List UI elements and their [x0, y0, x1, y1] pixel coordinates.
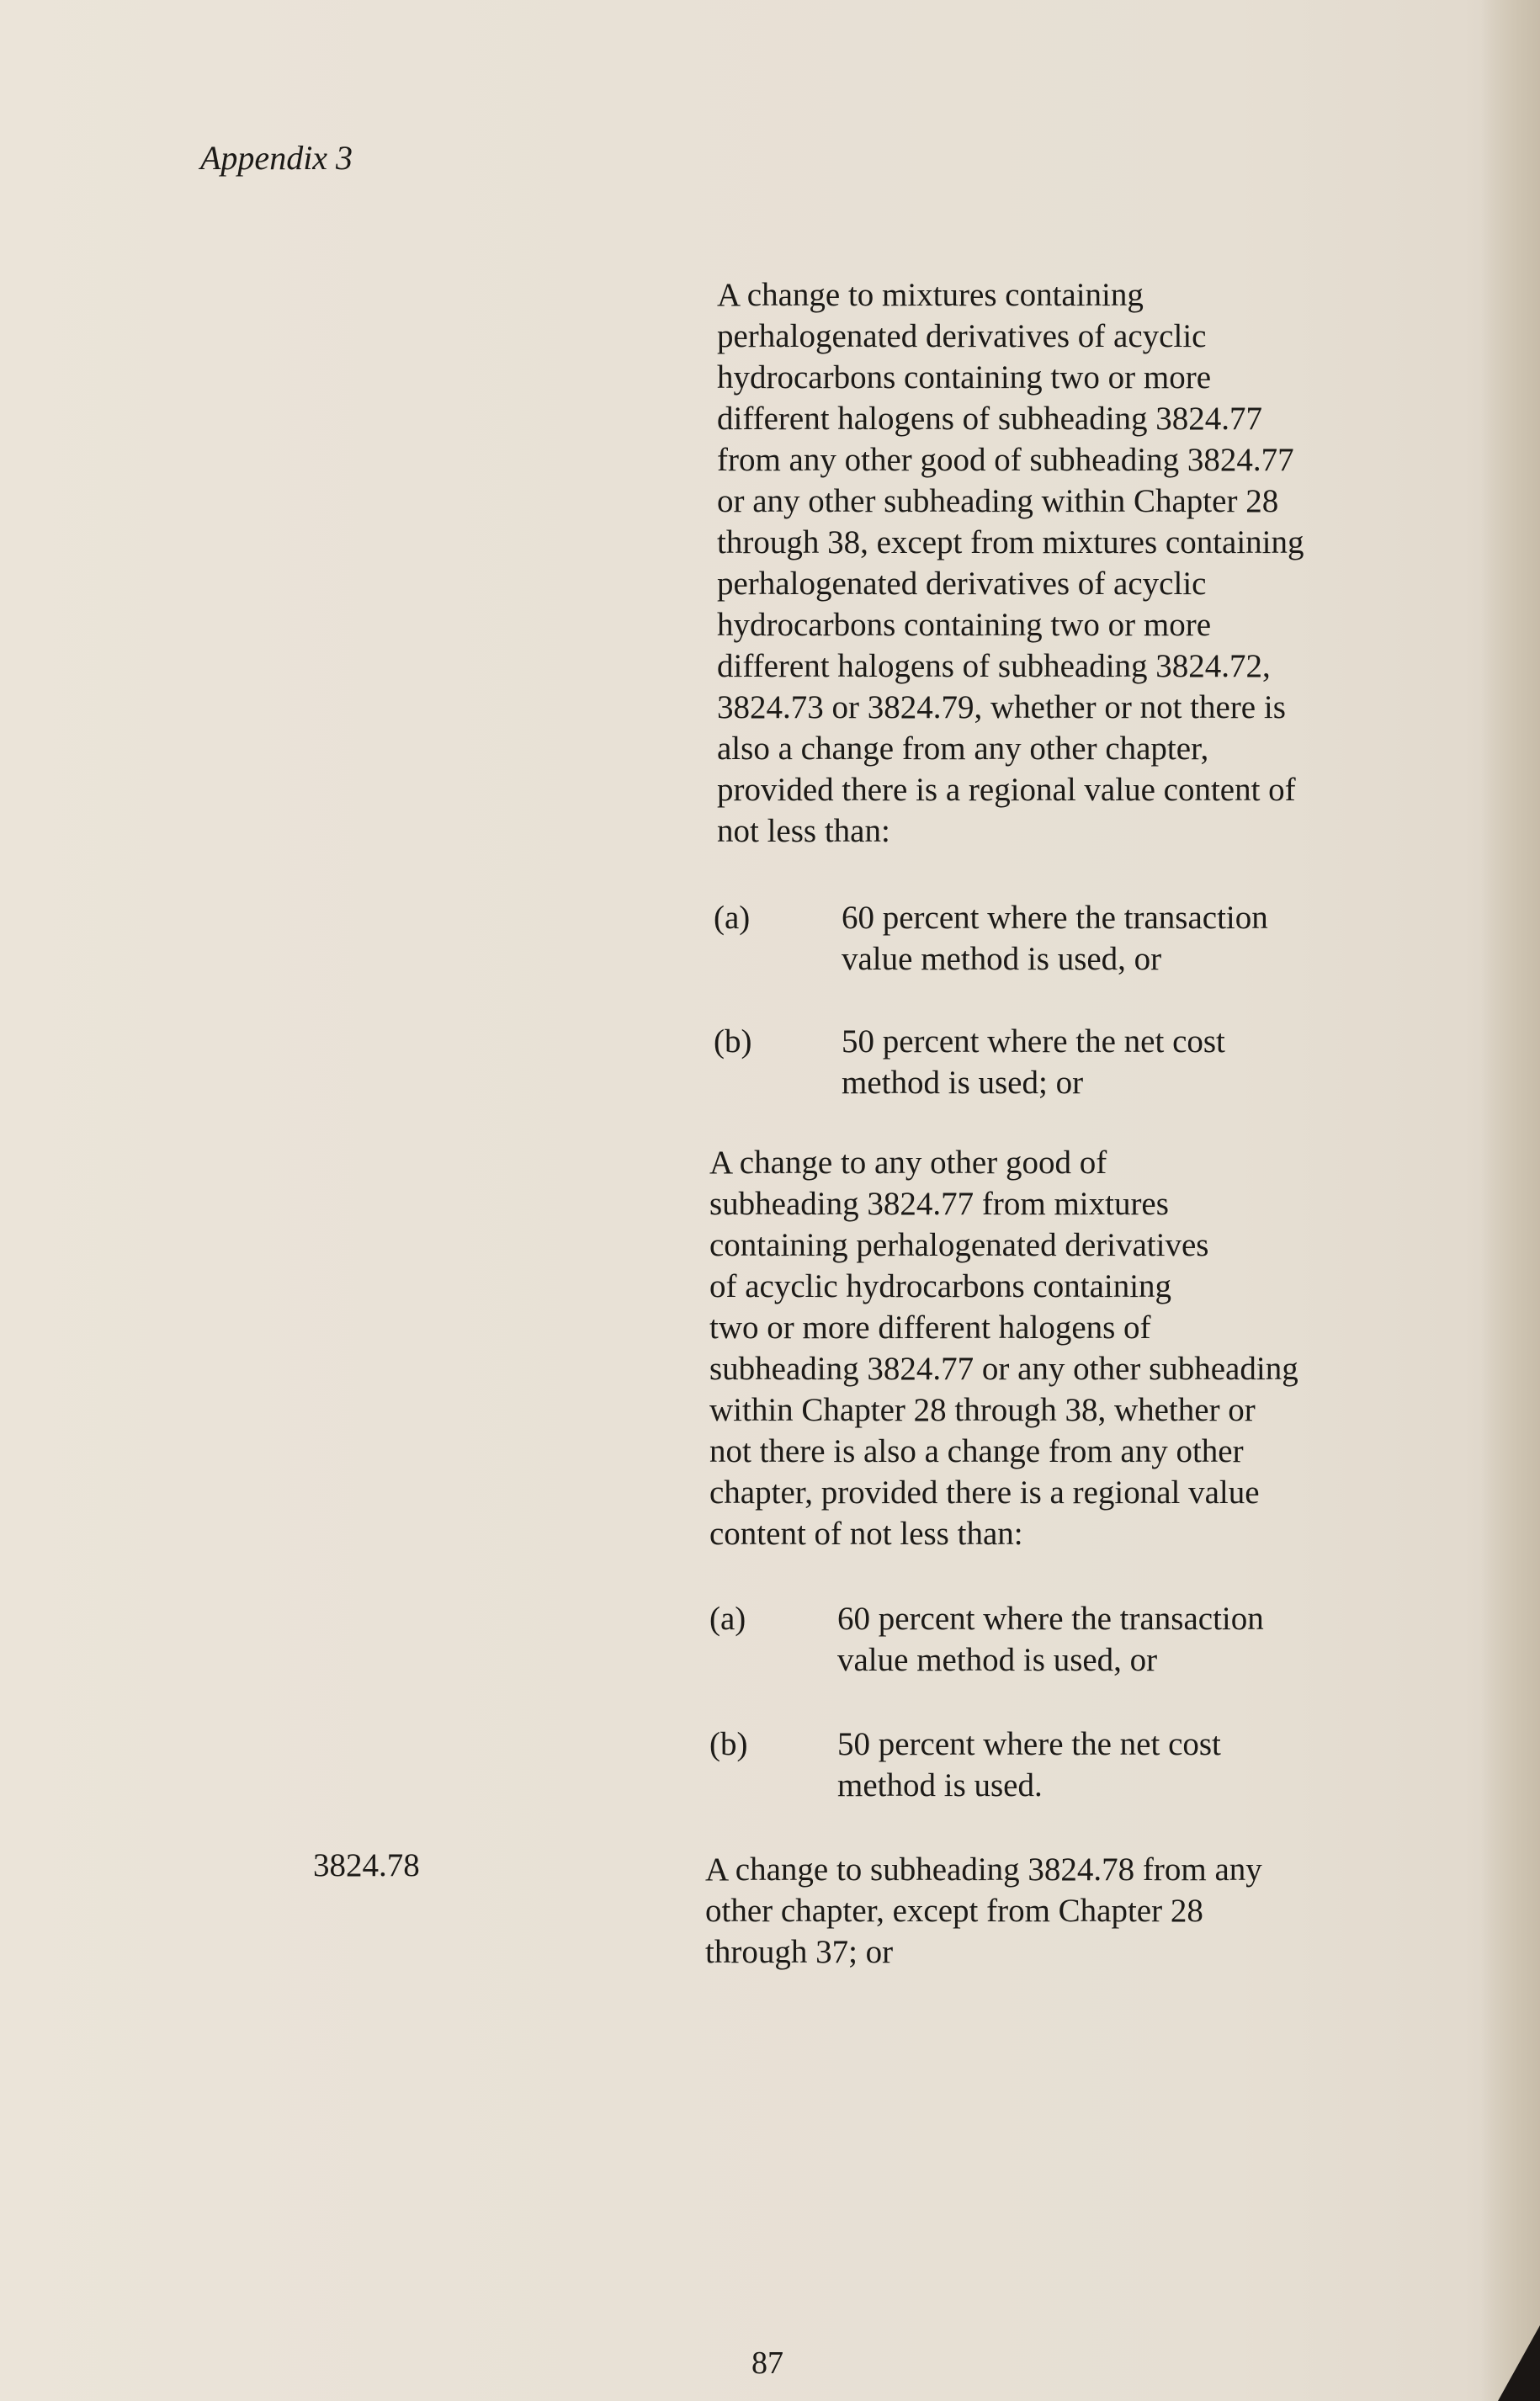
- rule-2-line: chapter, provided there is a regional value: [709, 1474, 1260, 1511]
- rule-1-item-a: [714, 897, 1387, 981]
- item-a-text: [837, 1598, 1309, 1681]
- item-a-label: (a): [709, 1601, 746, 1637]
- rule-1-line: through 38, except from mixtures containing: [717, 524, 1304, 560]
- item-a-line: 60 percent where the transaction: [842, 900, 1268, 936]
- rule-1-line: hydrocarbons containing two or more: [717, 607, 1212, 643]
- rule-3-text: [705, 1849, 1370, 1973]
- rule-1-line: A change to mixtures containing: [717, 277, 1144, 313]
- item-b-line: 50 percent where the net cost: [842, 1023, 1225, 1060]
- item-b-line: method is used.: [837, 1767, 1043, 1803]
- rule-1-line: 3824.73 or 3824.79, whether or not there is: [717, 689, 1286, 725]
- rule-1-line: from any other good of subheading 3824.77: [717, 442, 1294, 478]
- subheading-code: 3824.78: [313, 1847, 420, 1883]
- rule-2-line: of acyclic hydrocarbons containing: [709, 1268, 1172, 1304]
- item-b-text: [837, 1724, 1309, 1806]
- rule-3-line: through 37; or: [705, 1934, 894, 1970]
- item-b-label: (b): [714, 1023, 752, 1060]
- page-number: 87: [751, 2345, 783, 2381]
- running-head: Appendix 3: [200, 139, 353, 177]
- rule-1-line: also a change from any other chapter,: [717, 730, 1209, 767]
- rule-3-line: other chapter, except from Chapter 28: [705, 1893, 1203, 1929]
- item-a-label: (a): [714, 900, 751, 936]
- rule-1-line: perhalogenated derivatives of acyclic: [717, 318, 1207, 354]
- rule-2-line: subheading 3824.77 or any other subheading: [709, 1351, 1298, 1387]
- rule-1-line: provided there is a regional value content of: [717, 772, 1296, 808]
- item-b-line: method is used; or: [842, 1065, 1084, 1101]
- rule-1-line: hydrocarbons containing two or more: [717, 359, 1212, 396]
- rule-2-line: containing perhalogenated derivatives: [709, 1227, 1209, 1263]
- rule-2-line: two or more different halogens of: [709, 1309, 1151, 1346]
- item-a-text: [842, 897, 1313, 980]
- page-corner-shadow: [1498, 2325, 1540, 2401]
- rule-2-line: A change to any other good of: [709, 1145, 1107, 1181]
- rule-1-text: [717, 274, 1373, 852]
- item-b-label: (b): [709, 1726, 748, 1762]
- item-a-line: value method is used, or: [837, 1642, 1158, 1678]
- rule-1-line: perhalogenated derivatives of acyclic: [717, 566, 1207, 602]
- spine-shadow: [1481, 0, 1540, 2401]
- item-a-line: 60 percent where the transaction: [837, 1601, 1264, 1637]
- rule-2-line: within Chapter 28 through 38, whether or: [709, 1392, 1256, 1428]
- rule-1-line: not less than:: [717, 813, 890, 849]
- rule-1-line: or any other subheading within Chapter 28: [717, 483, 1279, 519]
- rule-2-item-b: [709, 1724, 1383, 1808]
- item-b-text: [842, 1021, 1313, 1103]
- rule-2-item-a: [709, 1598, 1383, 1682]
- rule-2-line: subheading 3824.77 from mixtures: [709, 1186, 1169, 1222]
- rule-3-line: A change to subheading 3824.78 from any: [705, 1851, 1262, 1888]
- rule-1-line: different halogens of subheading 3824.72,: [717, 648, 1271, 684]
- rule-2-text: [709, 1142, 1374, 1554]
- rule-2-line: content of not less than:: [709, 1516, 1023, 1552]
- item-a-line: value method is used, or: [842, 941, 1162, 977]
- rule-1-line: different halogens of subheading 3824.77: [717, 401, 1263, 437]
- rule-1-item-b: [714, 1021, 1387, 1105]
- rule-2-line: not there is also a change from any other: [709, 1433, 1244, 1469]
- item-b-line: 50 percent where the net cost: [837, 1726, 1221, 1762]
